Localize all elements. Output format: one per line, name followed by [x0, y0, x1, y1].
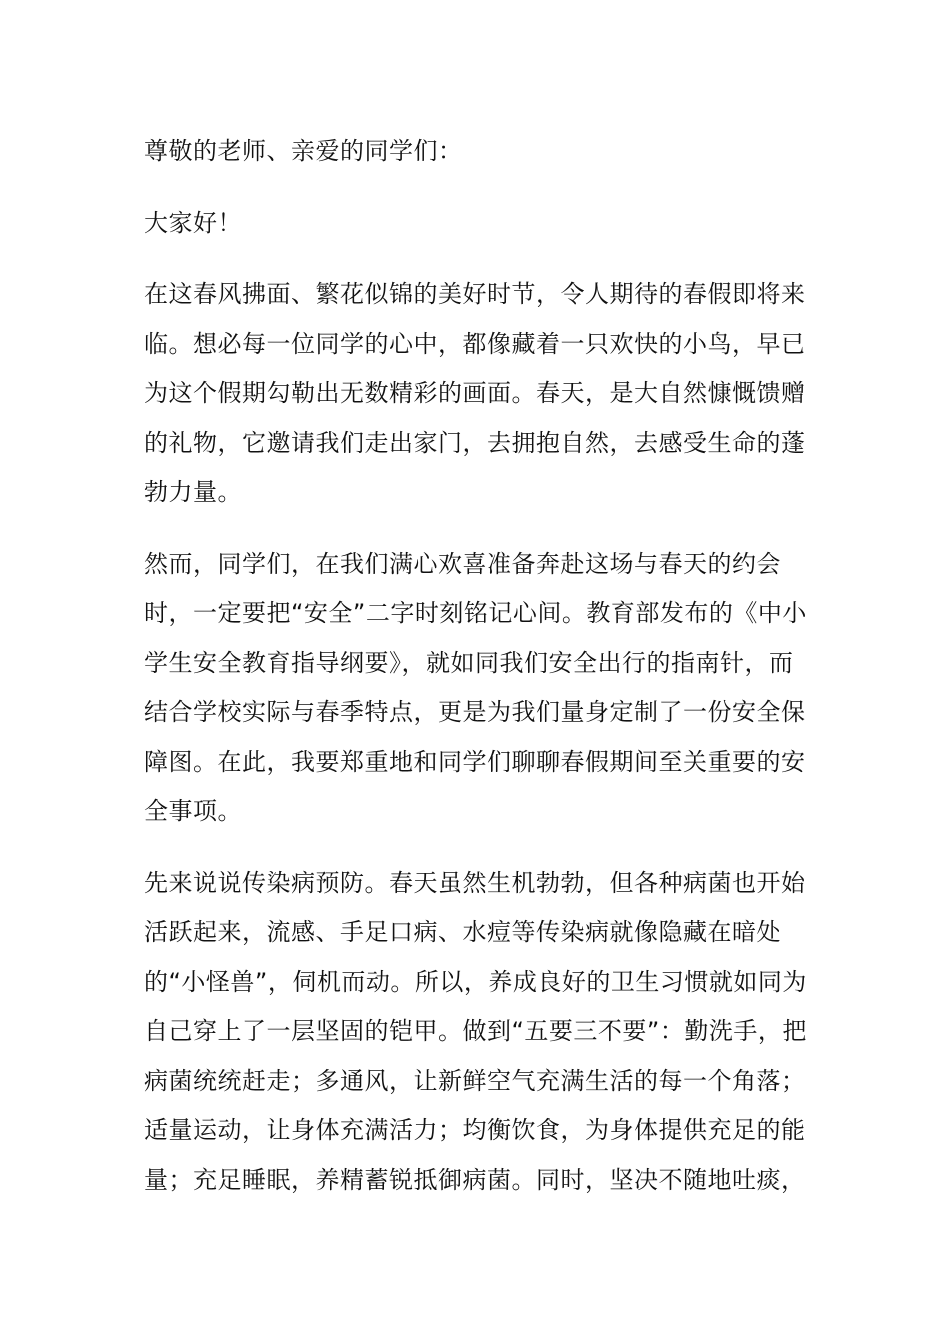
salutation: 大家好！ — [144, 208, 242, 237]
paragraph-disease-prevention: 先来说说传染病预防。春天虽然生机勃勃，但各种病菌也开始活跃起来，流感、手足口病、水痘等传染病就像隐藏在暗处的“小怪兽”，伺机而动。所以，养成良好的卫生习惯就如同为自己穿上了一层坚固的铠甲。做到“五要三不要”：勤洗手，把病菌统统赶走；多通风，让新鲜空气充满生活的每一个角落；适量运动，让身体充满活力；均衡饮食，为身体提供充足的能量；充足睡眠，养精蓄锐抵御病菌。同时，坚决不随地吐痰， — [144, 868, 807, 1194]
paragraph-intro: 在这春风拂面、繁花似锦的美好时节，令人期待的春假即将来临。想必每一位同学的心中，都像藏着一只欢快的小鸟，早已为这个假期勾勒出无数精彩的画面。春天，是大自然慷慨馈赠的礼物，它邀请我们走出家门，去拥抱自然，去感受生命的蓬勃力量。 — [144, 280, 806, 506]
greeting: 尊敬的老师、亲爱的同学们： — [144, 137, 463, 165]
document-page — [144, 127, 816, 1227]
paragraph-safety: 然而，同学们，在我们满心欢喜准备奔赴这场与春天的约会时，一定要把“安全”二字时刻铭记心间。教育部发布的《中小学生安全教育指导纲要》，就如同我们安全出行的指南针，而结合学校实际与春季特点，更是为我们量身定制了一份安全保障图。在此，我要郑重地和同学们聊聊春假期间至关重要的安全事项。 — [144, 549, 807, 825]
